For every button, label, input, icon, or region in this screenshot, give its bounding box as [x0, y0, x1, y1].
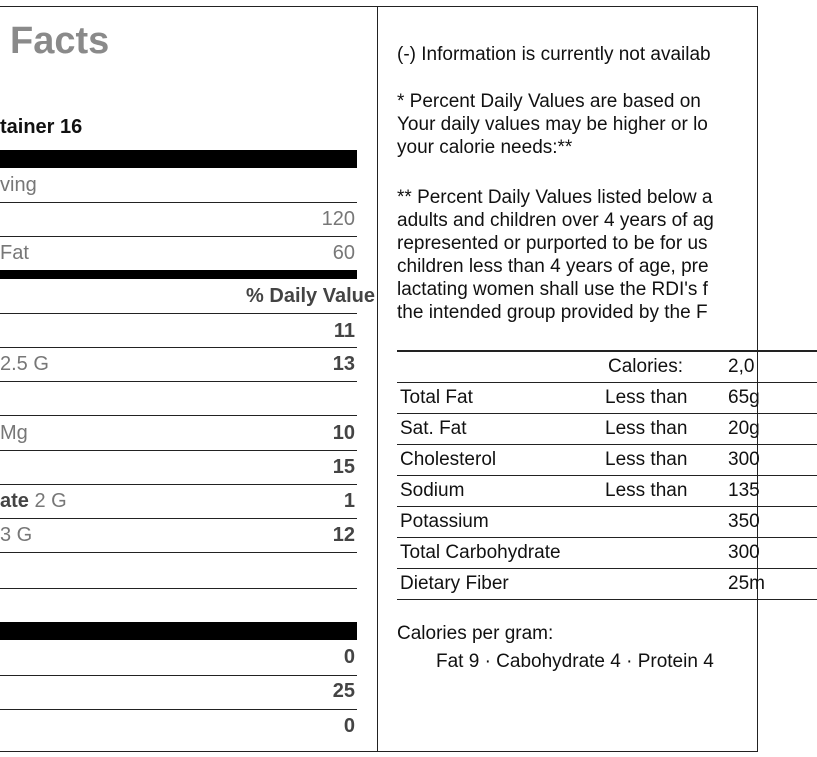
rdi-note-line: lactating women shall use the RDI's f: [397, 279, 708, 300]
nutrition-facts-panel: [0, 0, 377, 757]
rule: [0, 588, 357, 589]
rdi-note-line: represented or purported to be for us: [397, 233, 708, 254]
vitamin-dv: 0: [343, 646, 355, 668]
nutrient-row: [0, 454, 357, 484]
reference-value: 350: [728, 511, 760, 532]
nutrient-dv: 15: [332, 456, 355, 478]
rule: [0, 518, 357, 519]
reference-value: 65g: [728, 387, 760, 408]
rule: [0, 381, 357, 382]
reference-value: 300: [728, 449, 760, 470]
rule: [0, 709, 357, 710]
reference-qualifier: Less than: [605, 418, 688, 439]
rule: [0, 484, 357, 485]
info-unavailable-note: (-) Information is currently not availab: [397, 44, 711, 65]
nutrient-dv: 12: [332, 524, 355, 546]
reference-value: 135: [728, 480, 760, 501]
percent-daily-note-line: your calorie needs:**: [397, 137, 573, 158]
reference-qualifier: Calories:: [608, 356, 683, 377]
vitamin-dv: 25: [332, 680, 355, 702]
nutrient-dv: 11: [333, 320, 355, 342]
reference-qualifier: Less than: [605, 480, 688, 501]
rule: [0, 415, 357, 416]
thick-rule: [0, 622, 357, 640]
footnote-panel: [378, 6, 765, 752]
reference-row: [397, 414, 817, 445]
nutrient-label: 3 G: [0, 524, 33, 546]
reference-value: 300: [728, 542, 760, 563]
nutrient-dv: 10: [332, 422, 355, 444]
calories-value: 120: [321, 208, 355, 230]
nutrient-label: [0, 490, 67, 513]
vitamin-row: [0, 678, 357, 708]
rule: [0, 313, 357, 314]
nutrient-dv: 13: [332, 353, 355, 375]
daily-value-header: % Daily Value: [246, 285, 375, 307]
rdi-note-line: the intended group provided by the F: [397, 302, 708, 323]
nutrient-row: [0, 420, 357, 450]
percent-daily-note-line: Your daily values may be higher or lo: [397, 114, 708, 135]
nutrient-row: [0, 385, 357, 415]
rule: [0, 552, 357, 553]
rdi-note-line: children less than 4 years of age, pre: [397, 256, 709, 277]
nutrient-row: [0, 522, 357, 552]
rule: [0, 202, 357, 203]
calories-from-fat-value: 60: [332, 242, 355, 264]
reference-qualifier: Less than: [605, 387, 688, 408]
reference-label: Potassium: [400, 511, 489, 532]
reference-row: [397, 445, 817, 476]
rdi-note-line: ** Percent Daily Values listed below a: [397, 187, 713, 208]
reference-label: Cholesterol: [400, 449, 497, 470]
calories-from-fat-row: [0, 240, 357, 270]
reference-value: 25m: [728, 573, 765, 594]
facts-title: Facts: [10, 20, 110, 62]
vitamin-dv: 0: [343, 715, 355, 737]
serving-row: [0, 172, 357, 202]
reference-label: Total Fat: [400, 387, 473, 408]
reference-label: Dietary Fiber: [400, 573, 509, 594]
vitamin-row: [0, 713, 357, 743]
nutrient-label: Mg: [0, 422, 28, 444]
reference-value: 2,0: [728, 356, 755, 377]
reference-row: [397, 476, 817, 507]
rule: [0, 236, 357, 237]
nutrient-amount: 2 G: [28, 490, 67, 512]
vitamin-row: [0, 644, 357, 674]
servings-per-container: tainer 16: [0, 116, 83, 138]
calories-per-gram-heading: Calories per gram:: [397, 623, 554, 644]
reference-label: Total Carbohydrate: [400, 542, 561, 563]
nutrient-label-bold: ate: [0, 490, 29, 512]
thick-rule: [0, 150, 357, 168]
serving-label: ving: [0, 174, 37, 196]
reference-label: Sodium: [400, 480, 465, 501]
reference-qualifier: Less than: [605, 449, 688, 470]
rule: [0, 450, 357, 451]
reference-value: 20g: [728, 418, 760, 439]
reference-row: [397, 569, 817, 600]
reference-table: [397, 350, 817, 600]
nutrient-row: [0, 488, 357, 518]
nutrient-label: 2.5 G: [0, 353, 49, 375]
reference-label: Sat. Fat: [400, 418, 467, 439]
nutrient-row: [0, 351, 357, 381]
nutrient-dv: 1: [343, 490, 355, 512]
rdi-note-line: adults and children over 4 years of ag: [397, 210, 714, 231]
calories-from-fat-label: Fat: [0, 242, 29, 264]
rule: [0, 675, 357, 676]
reference-header-row: [397, 350, 817, 383]
reference-row: [397, 538, 817, 569]
reference-row: [397, 383, 817, 414]
percent-daily-note-line: * Percent Daily Values are based on: [397, 91, 701, 112]
nutrient-row: [0, 318, 357, 348]
rule: [0, 347, 357, 348]
medium-rule: [0, 270, 357, 279]
calories-row: [0, 206, 357, 236]
reference-row: [397, 507, 817, 538]
nutrient-row: [0, 556, 357, 586]
calories-per-gram-values: Fat 9 · Cabohydrate 4 · Protein 4: [436, 651, 714, 672]
